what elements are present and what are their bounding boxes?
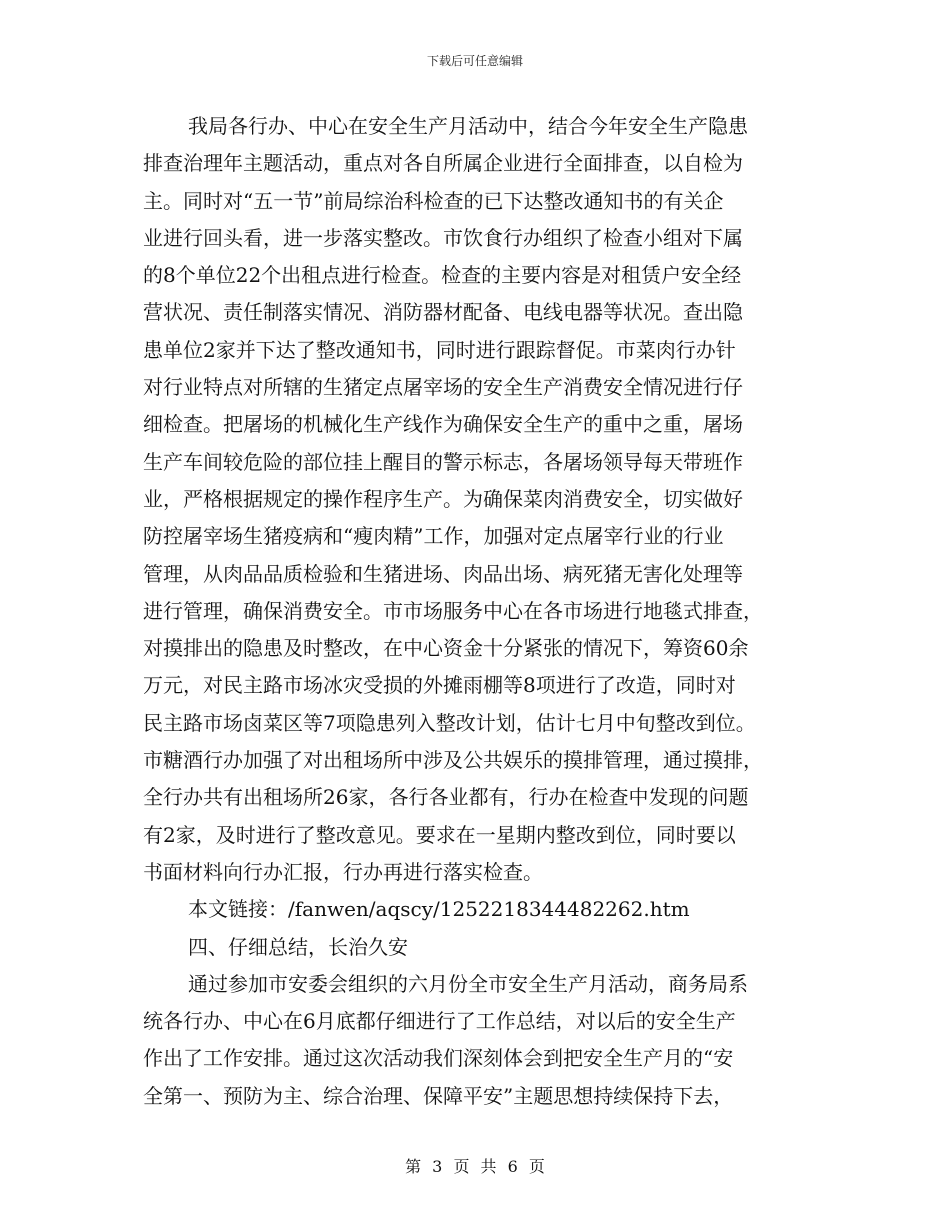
paragraph-line: 患单位2家并下达了整改通知书，同时进行跟踪督促。市菜肉行办针 [143, 337, 736, 362]
paragraph-line: 排查治理年主题活动，重点对各自所属企业进行全面排查，以自检为 [143, 151, 743, 176]
paragraph-line: 作出了工作安排。通过这次活动我们深刻体会到把安全生产月的“安 [143, 1046, 734, 1071]
section-heading: 四、仔细总结，长治久安 [188, 934, 408, 959]
paragraph-line: 生产车间较危险的部位挂上醒目的警示标志，各屠场领导每天带班作 [143, 449, 743, 474]
paragraph-line: 管理，从肉品品质检验和生猪进场、肉品出场、病死猪无害化处理等 [143, 561, 743, 586]
paragraph-line: 书面材料向行办汇报，行办再进行落实检查。 [143, 859, 543, 884]
paragraph-line: 业，严格根据规定的操作程序生产。为确保菜肉消费安全，切实做好 [143, 486, 743, 511]
paragraph-line: 全行办共有出租场所26家，各行各业都有，行办在检查中发现的问题 [143, 785, 749, 810]
article-link[interactable]: 本文链接：/fanwen/aqscy/1252218344482262.htm [188, 897, 690, 922]
paragraph-line: 主。同时对“五一节”前局综治科检查的已下达整改通知书的有关企 [143, 188, 724, 213]
paragraph-line: 市糖酒行办加强了对出租场所中涉及公共娱乐的摸排管理，通过摸排， [143, 748, 763, 773]
paragraph-line: 业进行回头看，进一步落实整改。市饮食行办组织了检查小组对下属 [143, 225, 743, 250]
document-body [143, 108, 803, 1115]
page-number-footer: 第 3 页 共 6 页 [405, 1157, 545, 1176]
paragraph-line: 对行业特点对所辖的生猪定点屠宰场的安全生产消费安全情况进行仔 [143, 375, 743, 400]
paragraph-line: 进行管理，确保消费安全。市市场服务中心在各市场进行地毯式排查， [143, 598, 763, 623]
paragraph-line: 通过参加市安委会组织的六月份全市安全生产月活动，商务局系 [188, 971, 748, 996]
page-header: 下载后可任意编辑 [426, 54, 523, 68]
paragraph-line: 防控屠宰场生猪疫病和“瘦肉精”工作，加强对定点屠宰行业的行业 [143, 524, 724, 549]
paragraph-line: 民主路市场卤菜区等7项隐患列入整改计划，估计七月中旬整改到位。 [143, 710, 756, 735]
paragraph-line: 细检查。把屠场的机械化生产线作为确保安全生产的重中之重，屠场 [143, 412, 743, 437]
paragraph-line: 对摸排出的隐患及时整改，在中心资金十分紧张的情况下，筹资60余 [143, 636, 749, 661]
paragraph-line: 的8个单位22个出租点进行检查。检查的主要内容是对租赁户安全经 [143, 263, 742, 288]
paragraph-line: 万元，对民主路市场冰灾受损的外摊雨棚等8项进行了改造，同时对 [143, 673, 736, 698]
paragraph-line: 统各行办、中心在6月底都仔细进行了工作总结，对以后的安全生产 [143, 1009, 736, 1034]
paragraph-line: 有2家，及时进行了整改意见。要求在一星期内整改到位，同时要以 [143, 822, 736, 847]
paragraph-line: 全第一、预防为主、综合治理、保障平安”主题思想持续保持下去， [143, 1083, 734, 1108]
paragraph-line: 营状况、责任制落实情况、消防器材配备、电线电器等状况。查出隐 [143, 300, 743, 325]
paragraph-line: 我局各行办、中心在安全生产月活动中，结合今年安全生产隐患 [188, 114, 748, 138]
